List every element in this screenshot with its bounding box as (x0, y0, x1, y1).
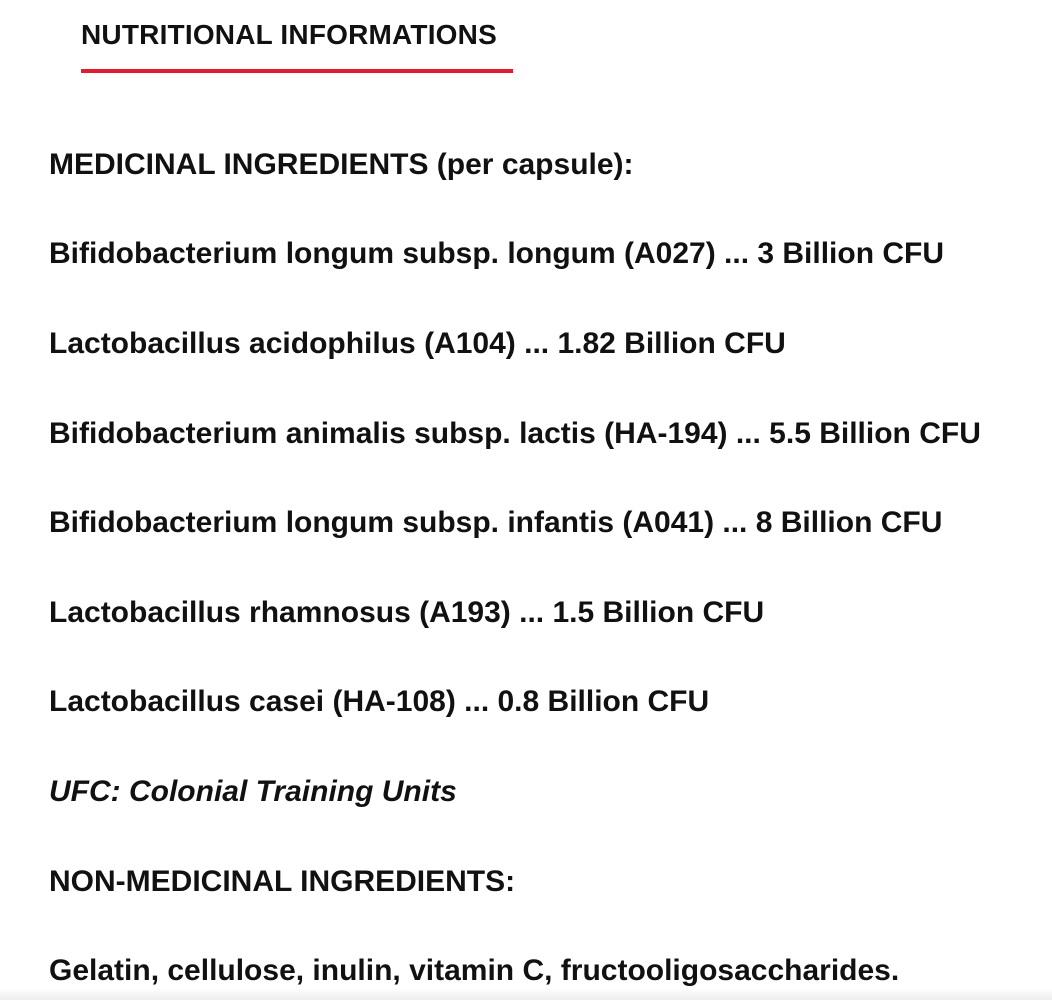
ingredient-line: Lactobacillus casei (HA-108) ... 0.8 Billion CFU (49, 685, 710, 718)
non-medicinal-ingredients-heading: NON-MEDICINAL INGREDIENTS: (49, 865, 516, 898)
bottom-edge-shadow (0, 988, 1052, 1000)
active-tab-underline (81, 69, 513, 73)
medicinal-ingredients-heading: MEDICINAL INGREDIENTS (per capsule): (49, 148, 634, 181)
nutritional-informations-tab[interactable] (81, 16, 513, 74)
ingredient-line: Bifidobacterium longum subsp. longum (A027) ... 3 Billion CFU (49, 237, 945, 270)
ingredient-line: Bifidobacterium longum subsp. infantis (A041) ... 8 Billion CFU (49, 506, 943, 539)
ingredient-line: Bifidobacterium animalis subsp. lactis (HA-194) ... 5.5 Billion CFU (49, 417, 981, 450)
ingredient-line: Lactobacillus rhamnosus (A193) ... 1.5 Billion CFU (49, 596, 765, 629)
ingredient-line: Lactobacillus acidophilus (A104) ... 1.82 Billion CFU (49, 327, 786, 360)
cfu-footnote: UFC: Colonial Training Units (49, 775, 457, 808)
tab-label: NUTRITIONAL INFORMATIONS (81, 19, 497, 50)
non-medicinal-ingredients-list: Gelatin, cellulose, inulin, vitamin C, fructooligosaccharides. (49, 954, 900, 987)
